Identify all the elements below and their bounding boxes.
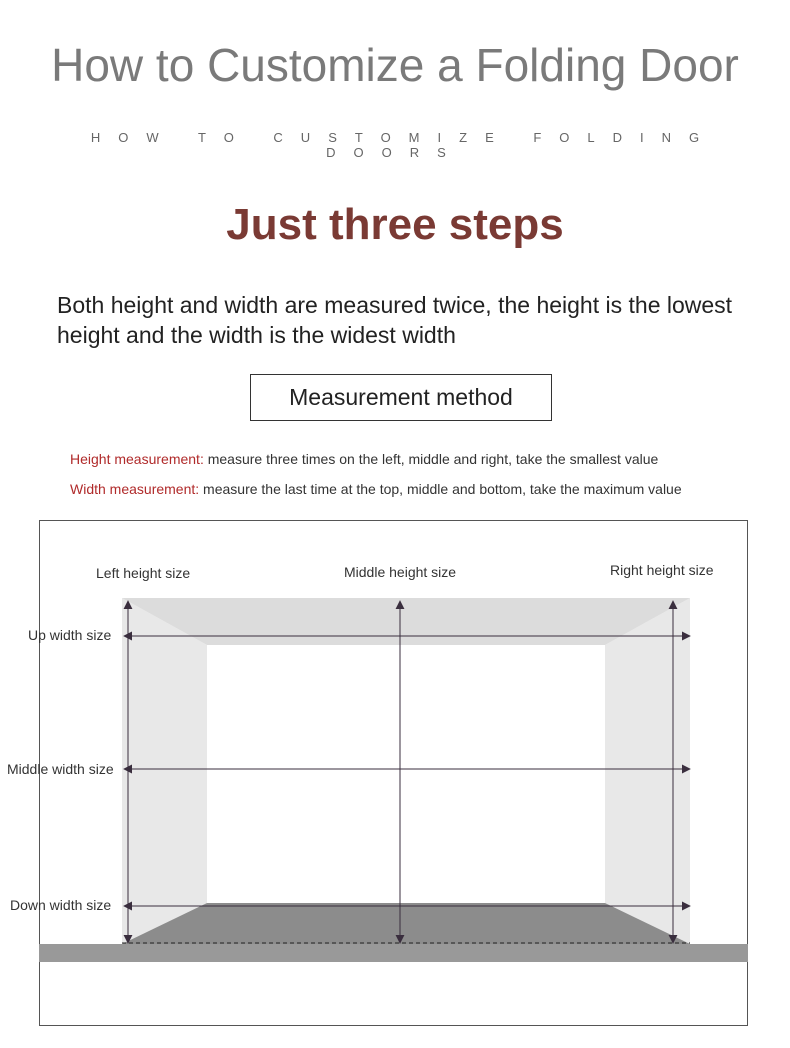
width-rule-key: Width measurement: <box>70 481 200 497</box>
left-wall <box>122 598 207 944</box>
page-title: How to Customize a Folding Door <box>51 39 739 91</box>
steps-heading: Just three steps <box>226 200 564 249</box>
left-height-label: Left height size <box>96 565 191 581</box>
floor-strip <box>39 944 748 962</box>
middle-height-label: Middle height size <box>344 564 457 580</box>
top-panel <box>122 598 690 645</box>
page-subtitle: HOW TO CUSTOMIZE FOLDING DOORS <box>90 130 718 160</box>
height-rule-key: Height measurement: <box>70 451 204 467</box>
floor-inner <box>122 903 690 944</box>
up-width-label: Up width size <box>28 627 112 643</box>
measurement-method-label: Measurement method <box>289 384 513 410</box>
down-width-label: Down width size <box>10 897 112 913</box>
right-height-label: Right height size <box>610 562 714 578</box>
height-rule-text: measure three times on the left, middle and right, take the smallest value <box>203 451 659 467</box>
middle-width-label: Middle width size <box>7 761 114 777</box>
right-wall <box>605 598 690 944</box>
steps-description: Both height and width are measured twice, the height is the lowest height and the width is the widest width <box>57 292 733 348</box>
width-rule-text: measure the last time at the top, middle and bottom, take the maximum value <box>199 481 682 497</box>
